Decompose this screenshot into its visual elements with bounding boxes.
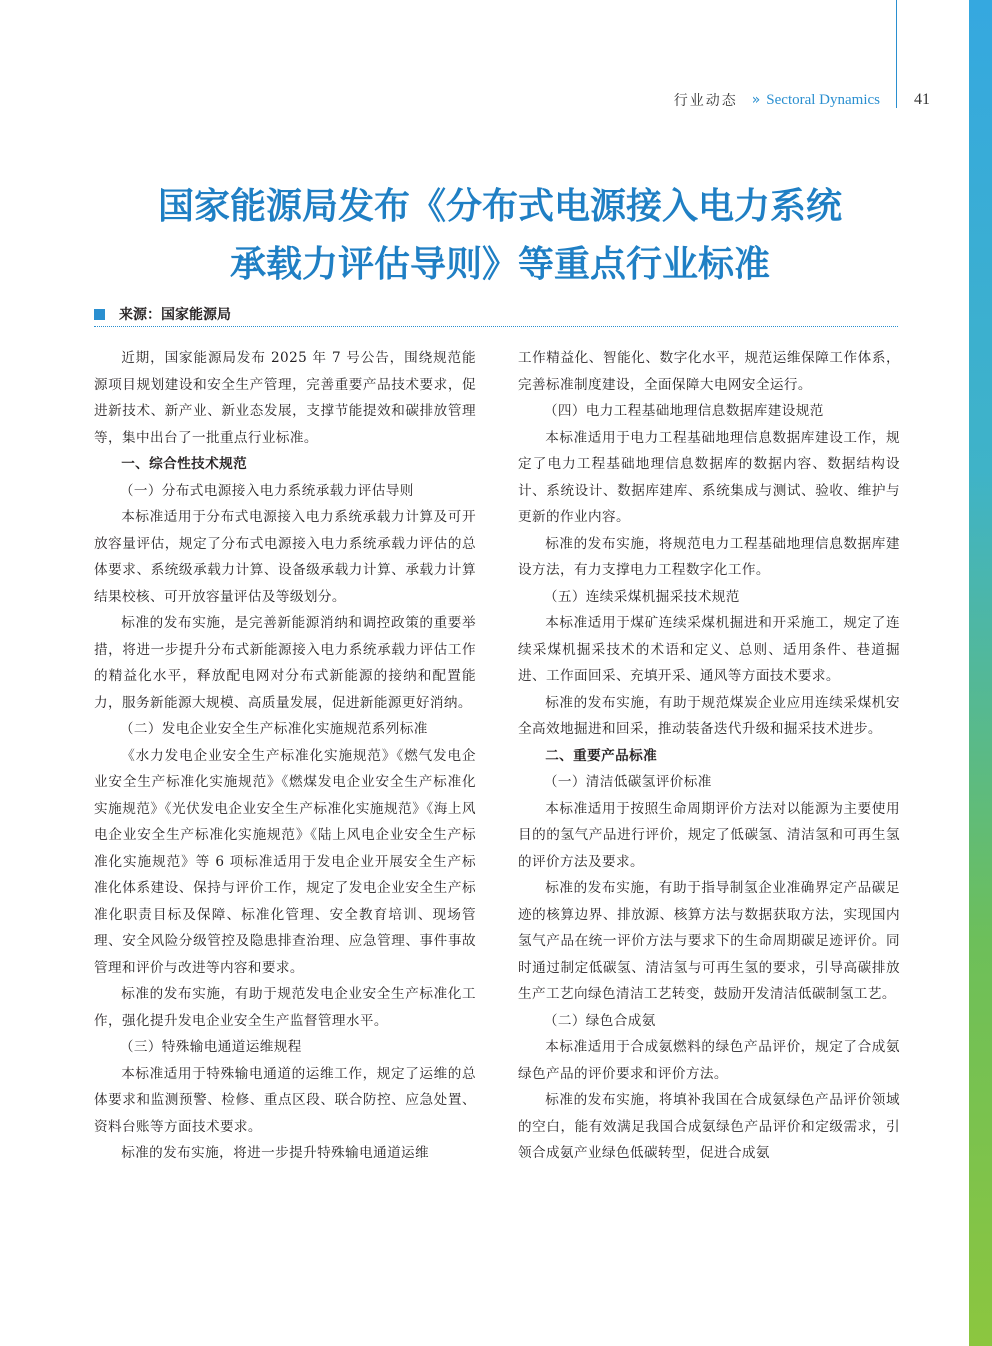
body-paragraph: 标准的发布实施，将进一步提升特殊输电通道运维 xyxy=(121,1145,430,1161)
side-color-bar xyxy=(969,0,992,1346)
page-number: 41 xyxy=(914,91,930,108)
body-paragraph: 工作精益化、智能化、数字化水平，规范运维保障工作体系，完善标准制度建设，全面保障大电网安全运行。 xyxy=(518,350,900,393)
body-paragraph: 本标准适用于煤矿连续采煤机掘进和开采施工，规定了连续采煤机掘采技术的术语和定义、总则、适用条件、巷道掘进、工作面回采、充填开采、通风等方面技术要求。 xyxy=(518,615,900,684)
body-paragraph: 标准的发布实施，将填补我国在合成氨绿色产品评价领域的空白，能有效满足我国合成氨绿色产品评价和定级需求，引领合成氨产业绿色低碳转型，促进合成氨 xyxy=(518,1092,900,1161)
title-line-1: 国家能源局发布《分布式电源接入电力系统 xyxy=(157,186,842,227)
subsection-heading: （二）发电企业安全生产标准化实施规范系列标准 xyxy=(119,721,428,737)
body-paragraph: 标准的发布实施，将规范电力工程基础地理信息数据库建设方法，有力支撑电力工程数字化工作。 xyxy=(518,535,900,578)
body-paragraph: 标准的发布实施，有助于规范煤炭企业应用连续采煤机安全高效地掘进和回采，推动装备迭代升级和掘采技术进步。 xyxy=(518,694,900,737)
subsection-heading: （二）绿色合成氨 xyxy=(543,1012,656,1029)
title-line-2: 承载力评估导则》等重点行业标准 xyxy=(229,244,770,285)
dotted-divider xyxy=(94,326,898,327)
body-paragraph: 本标准适用于特殊输电通道的运维工作，规定了运维的总体要求和监测预警、检修、重点区段、联合防控、应急处置、资料台账等方面技术要求。 xyxy=(94,1065,476,1135)
subsection-heading: （一）清洁低碳氢评价标准 xyxy=(543,774,712,790)
subsection-heading: （一）分布式电源接入电力系统承载力评估导则 xyxy=(119,482,414,499)
section-name-en: Sectoral Dynamics xyxy=(766,91,880,108)
body-paragraph: 标准的发布实施，有助于规范发电企业安全生产标准化工作，强化提升发电企业安全生产监督管理水平。 xyxy=(94,986,476,1029)
right-column xyxy=(518,345,900,1167)
section-name-cn: 行业动态 xyxy=(673,93,738,109)
square-bullet-icon xyxy=(94,309,105,320)
source-label: 来源：国家能源局 xyxy=(119,307,231,323)
subsection-heading: （三）特殊输电通道运维规程 xyxy=(119,1039,302,1055)
body-paragraph: 《水力发电企业安全生产标准化实施规范》《燃气发电企业安全生产标准化实施规范》《燃煤发电企业安全生产标准化实施规范》《光伏发电企业安全生产标准化实施规范》《海上风电企业安全生产标准化实施规范》《陆上风电企业安全生产标准化实施规范》等 6 项标准适用于发电企业开展安全生产标准化体系建设、保持与评价工作，规定了发电企业安全生产标准化职责目标及保障、标准化管理、安全教育培训、现场管理、安全风险分级管控及隐患排查治理、应急管理、事件事故管理和评价与改进等内容和要求。 xyxy=(94,747,476,976)
section-heading: 二、重要产品标准 xyxy=(545,747,658,764)
body-paragraph: 本标准适用于按照生命周期评价方法对以能源为主要使用目的的氢气产品进行评价，规定了低碳氢、清洁氢和可再生氢的评价方法及要求。 xyxy=(518,800,900,870)
subsection-heading: （四）电力工程基础地理信息数据库建设规范 xyxy=(543,403,824,419)
subsection-heading: （五）连续采煤机掘采技术规范 xyxy=(543,588,740,605)
source-line xyxy=(94,303,231,325)
running-header xyxy=(600,88,930,112)
body-paragraph: 近期，国家能源局发布 2025 年 7 号公告，围绕规范能源项目规划建设和安全生产管理，完善重要产品技术要求，促进新技术、新产业、新业态发展，支撑节能提效和碳排放管理等，集中出台了一批重点行业标准。 xyxy=(94,350,476,446)
section-heading: 一、综合性技术规范 xyxy=(121,456,248,472)
body-paragraph: 标准的发布实施，是完善新能源消纳和调控政策的重要举措，将进一步提升分布式新能源接入电力系统承载力评估工作的精益化水平，释放配电网对分布式新能源的接纳和配置能力，服务新能源大规模、高质量发展，促进新能源更好消纳。 xyxy=(94,615,476,711)
article-title xyxy=(60,178,940,294)
body-paragraph: 本标准适用于电力工程基础地理信息数据库建设工作，规定了电力工程基础地理信息数据库的数据内容、数据结构设计、系统设计、数据库建库、系统集成与测试、验收、维护与更新的作业内容。 xyxy=(518,429,900,525)
body-paragraph: 标准的发布实施，有助于指导制氢企业准确界定产品碳足迹的核算边界、排放源、核算方法与数据获取方法，实现国内氢气产品在统一评价方法与要求下的生命周期碳足迹评价。同时通过制定低碳氢、清洁氢与可再生氢的要求，引导高碳排放生产工艺向绿色清洁工艺转变，鼓励开发清洁低碳制氢工艺。 xyxy=(518,880,900,1002)
double-chevron-icon: » xyxy=(751,92,761,108)
body-paragraph: 本标准适用于合成氨燃料的绿色产品评价，规定了合成氨绿色产品的评价要求和评价方法。 xyxy=(518,1039,900,1082)
body-paragraph: 本标准适用于分布式电源接入电力系统承载力计算及可开放容量评估，规定了分布式电源接入电力系统承载力评估的总体要求、系统级承载力计算、设备级承载力计算、承载力计算结果校核、可开放容量评估及等级划分。 xyxy=(94,509,476,605)
left-column xyxy=(94,345,476,1167)
